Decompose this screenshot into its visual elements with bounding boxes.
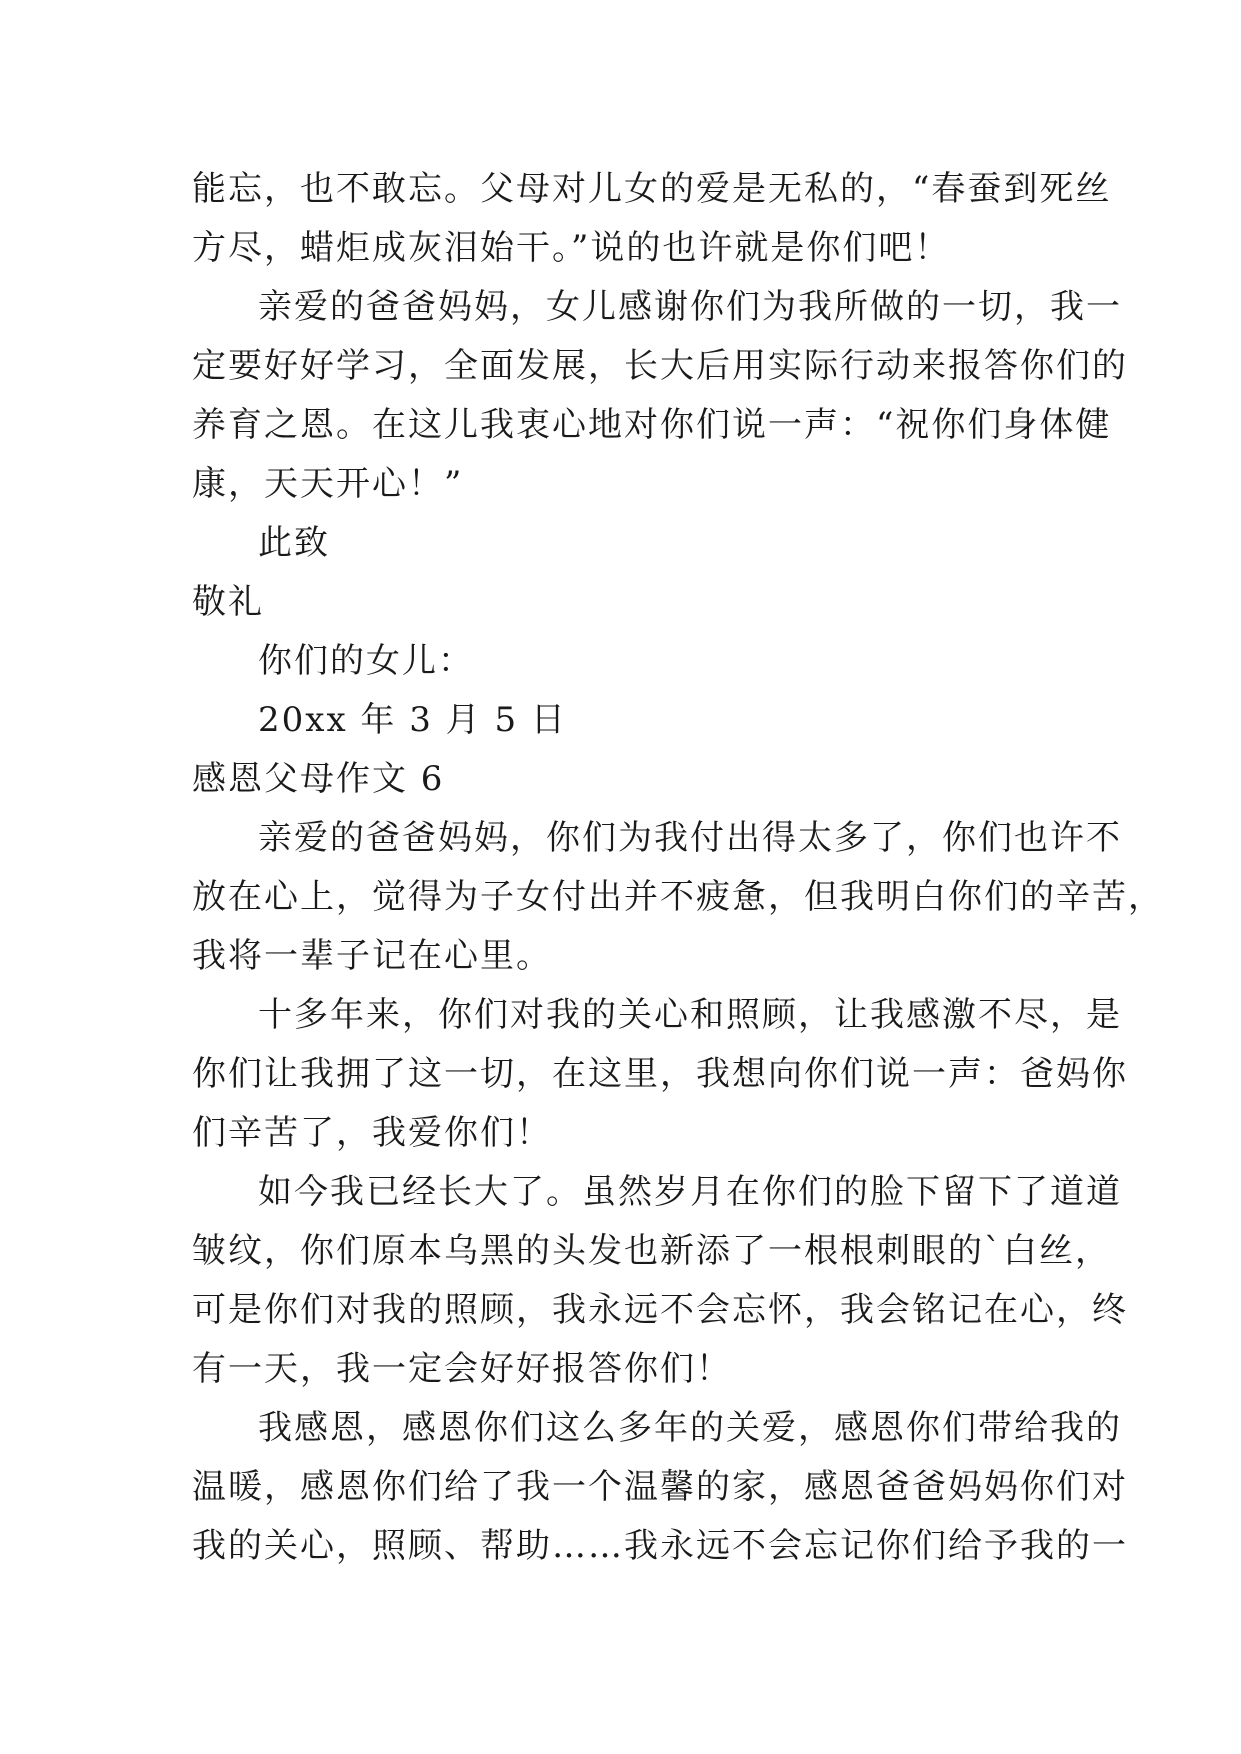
text-line: 能忘，也不敢忘。父母对儿女的爱是无私的，“春蚕到死丝 <box>192 169 1112 209</box>
text-line: 如今我已经长大了。虽然岁月在你们的脸下留下了道道 <box>258 1172 1122 1212</box>
text-line: 们辛苦了，我爱你们！ <box>192 1113 552 1153</box>
text-line: 我感恩，感恩你们这么多年的关爱，感恩你们带给我的 <box>258 1408 1122 1448</box>
salutation-line: 敬礼 <box>192 582 264 622</box>
text-line: 亲爱的爸爸妈妈，女儿感谢你们为我所做的一切，我一 <box>258 287 1122 327</box>
document-body <box>192 160 1164 1576</box>
text-line: 康，天天开心！” <box>192 464 464 504</box>
salutation-line: 此致 <box>258 523 330 563</box>
text-line: 温暖，感恩你们给了我一个温馨的家，感恩爸爸妈妈你们对 <box>192 1467 1128 1507</box>
section-title: 感恩父母作文 6 <box>192 759 445 799</box>
text-line: 定要好好学习，全面发展，长大后用实际行动来报答你们的 <box>192 346 1128 386</box>
text-line: 放在心上，觉得为子女付出并不疲惫，但我明白你们的辛苦， <box>192 877 1164 917</box>
text-line: 方尽，蜡炬成灰泪始干。”说的也许就是你们吧！ <box>192 228 951 268</box>
date-line: 20xx 年 3 月 5 日 <box>258 700 567 740</box>
text-line: 亲爱的爸爸妈妈，你们为我付出得太多了，你们也许不 <box>258 818 1122 858</box>
text-line: 皱纹，你们原本乌黑的头发也新添了一根根刺眼的`白丝， <box>192 1231 1111 1271</box>
text-line: 可是你们对我的照顾，我永远不会忘怀，我会铭记在心，终 <box>192 1290 1128 1330</box>
signature-line: 你们的女儿： <box>258 641 474 681</box>
text-line: 有一天，我一定会好好报答你们！ <box>192 1349 732 1389</box>
text-line: 十多年来，你们对我的关心和照顾，让我感激不尽，是 <box>258 995 1122 1035</box>
text-line: 我的关心，照顾、帮助……我永远不会忘记你们给予我的一 <box>192 1526 1128 1566</box>
text-line: 我将一辈子记在心里。 <box>192 936 552 976</box>
text-line: 养育之恩。在这儿我衷心地对你们说一声：“祝你们身体健 <box>192 405 1112 445</box>
text-line: 你们让我拥了这一切，在这里，我想向你们说一声：爸妈你 <box>192 1054 1128 1094</box>
